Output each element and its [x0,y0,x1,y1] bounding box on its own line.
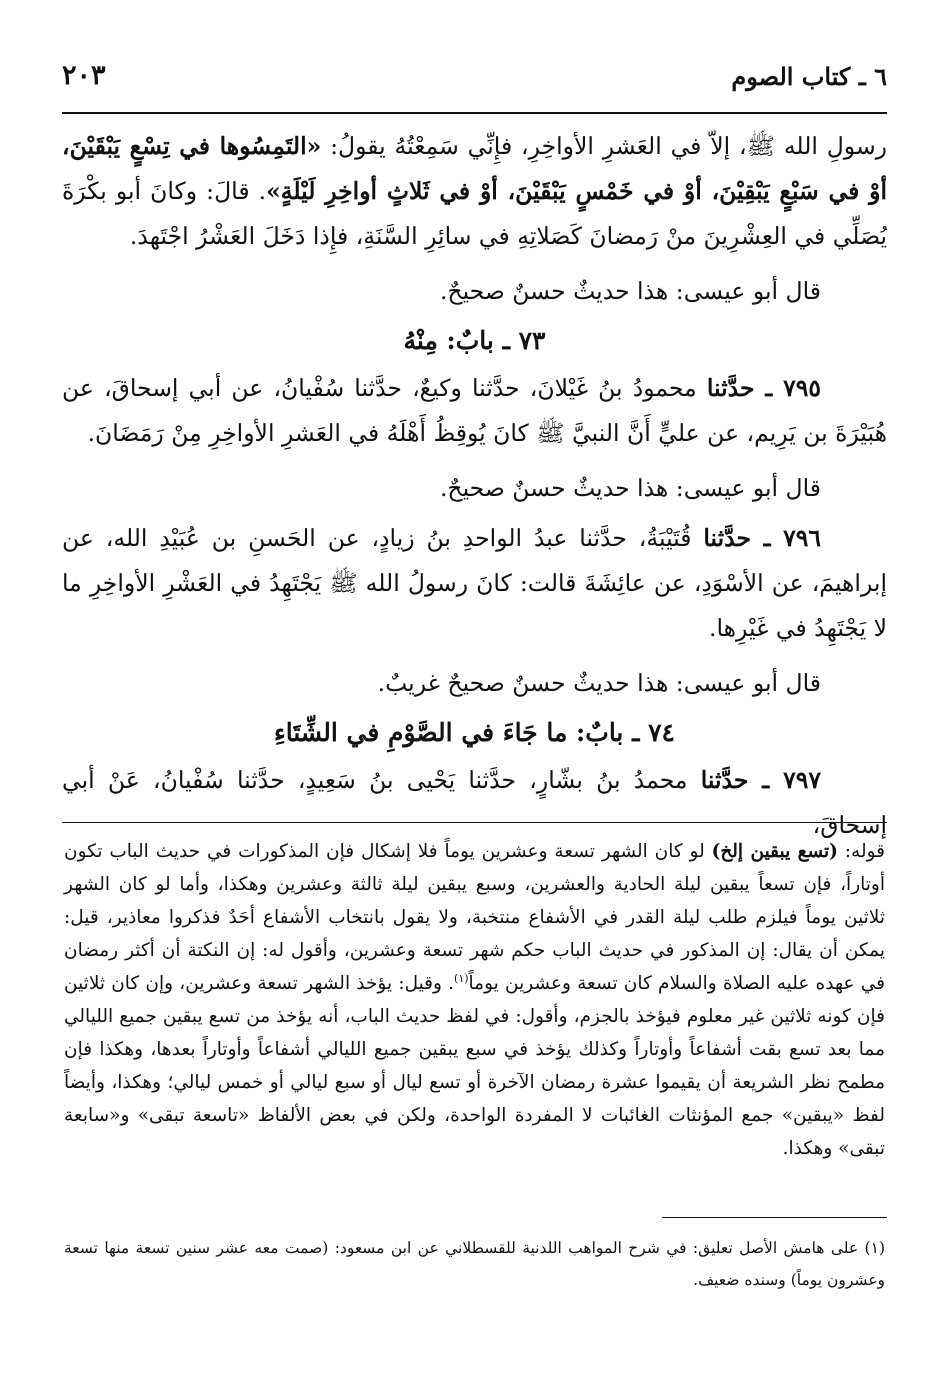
commentary [64,835,885,1165]
hadith-text: محمودُ بنُ غَيْلانَ، حدَّثنا وكيعٌ، حدَّثنا سُفْيانُ، عن أبي إسحاقَ، عن هُبَيْرَةَ بن يَرِيم، عن عليٍّ أَنَّ النبيَّ ﷺ كانَ يُوقِظُ أَهْلَهُ في العَشرِ الأواخِرِ مِنْ رَمَضَانَ. [62,374,887,447]
hadith-number: ٧٩٦ ـ حدَّثنا [703,524,821,552]
text-run: رسولِ الله ﷺ، إلاّ في العَشرِ الأواخِرِ، فإِنِّي سَمِعْتُهُ يقولُ: [321,132,887,160]
commentary-divider [62,822,887,823]
page-number: ٢٠٣ [62,60,106,91]
text-run: . قالَ: وكانَ أبو بكْرَةَ يُصَلِّي في العِشْرِينَ منْ رَمضانَ كَصَلاتِهِ في سائِرِ السَّنَةِ، فإِذا دَخَلَ العَشْرُ اجْتَهدَ. [62,177,887,250]
chapter-heading-74: ٧٤ ـ بابٌ: ما جَاءَ في الصَّوْمِ في الشِّتَاءِ [274,718,675,747]
page-header [62,56,887,102]
footnote-divider [662,1217,887,1218]
hadith-continuation [62,124,887,259]
grading-statement: قال أبو عيسى: هذا حديثٌ حسنٌ صحيحٌ غريبٌ. [377,669,821,697]
running-title: ٦ ـ كتاب الصوم [731,62,887,91]
commentary-text: لو كان الشهر تسعة وعشرين يوماً فلا إشكال فإن المذكورات في حديث الباب تكون أوتاراً، فإن تسعاً يبقين ليلة الحادية والعشرين، وسبع يبقين ليلة ثالثة وعشرين وهكذا، وأما لو كان الشهر ثلاثين يوماً فيلزم طلب ليلة القدر في الأشفاع منتخبة، ولا يقول بانتخاب الأشفاع أحَدٌ فذكروا معاذير، قيل: يمكن أن يقال: إن المذكور في حديث الباب حكم شهر تسعة وعشرين، وأقول له: إن النكتة أن أكثر رمضان في عهده عليه الصلاة والسلام كان تسعة وعشرين يوماً [64,841,885,994]
hadith-number: ٧٩٧ ـ حدَّثنا [700,766,822,794]
chapter-heading-73: ٧٣ ـ بابٌ: مِنْهُ [403,326,546,355]
hadith-number: ٧٩٥ ـ حدَّثنا [706,374,822,402]
commentary-text: . وقيل: يؤخذ الشهر تسعة وعشرين، وإن كان ثلاثين فإن كونه ثلاثين غير معلوم فيؤخذ بالجزم، وأقول: في لفظ حديث الباب، أنه يؤخذ من تسع يبقين جميع الليالي مما بعد تسع بقت أشفاعاً وأوتاراً وكذلك يؤخذ في سبع يبقين جميع الليالي أشفاعاً وأوتاراً بعدها، وهكذا فإن مطمح نظر الشريعة أن يقيموا عشرة رمضان الآخرة أو تسع ليال أو سبع ليالي أو خمس ليالي؛ وهكذا، وأيضاً لفظ «يبقين» جمع المؤنثات الغائبات لا المفردة الواحدة، ولكن في بعض الألفاظ «تاسعة تبقى» و«سابعة تبقى» وهكذا. [64,973,885,1159]
hadith-795 [62,366,887,456]
hadith-796 [62,516,887,651]
hadith-text: محمدُ بنُ بشّارٍ، حدَّثنا يَحْيى بنُ سَعِيدٍ، حدَّثنا سُفْيانُ، عَنْ أبي إسحاقَ، [62,766,887,839]
hadith-text: قُتَيْبَةُ، حدَّثنا عبدُ الواحدِ بنُ زيادٍ، عن الحَسنِ بن عُبَيْدِ الله، عن إبراهيمَ، عن الأسْوَدِ، عن عائِشَةَ قالت: كانَ رسولُ الله ﷺ يَجْتَهِدُ في العَشْرِ الأواخِرِ ما لا يَجْتَهِدُ في غَيْرِها. [62,524,887,642]
main-text [62,124,887,848]
grading-statement: قال أبو عيسى: هذا حديثٌ حسنٌ صحيحٌ. [439,474,821,502]
footnote: (١) على هامش الأصل تعليق: في شرح المواهب اللدنية للقسطلاني عن ابن مسعود: (صمت معه عشر سنين تسعة منها تسعة وعشرون يوماً) وسنده ضعيف. [64,1239,885,1289]
prophetic-quote: «التَمِسُوها في تِسْعٍ يَبْقَيْنَ، أوْ في سَبْعٍ يَبْقِيْنَ، أوْ في خَمْسٍ يَبْقَيْنَ، أوْ في ثَلاثٍ أواخِرِ لَيْلَةٍ» [62,132,887,205]
grading-statement: قال أبو عيسى: هذا حديثٌ حسنٌ صحيحٌ. [439,277,821,305]
commentary-keyword: (تسع يبقين إلخ) [711,841,838,862]
footnote-marker: (١) [454,971,469,985]
header-rule [62,112,887,114]
commentary-lead: قوله: [837,841,885,862]
